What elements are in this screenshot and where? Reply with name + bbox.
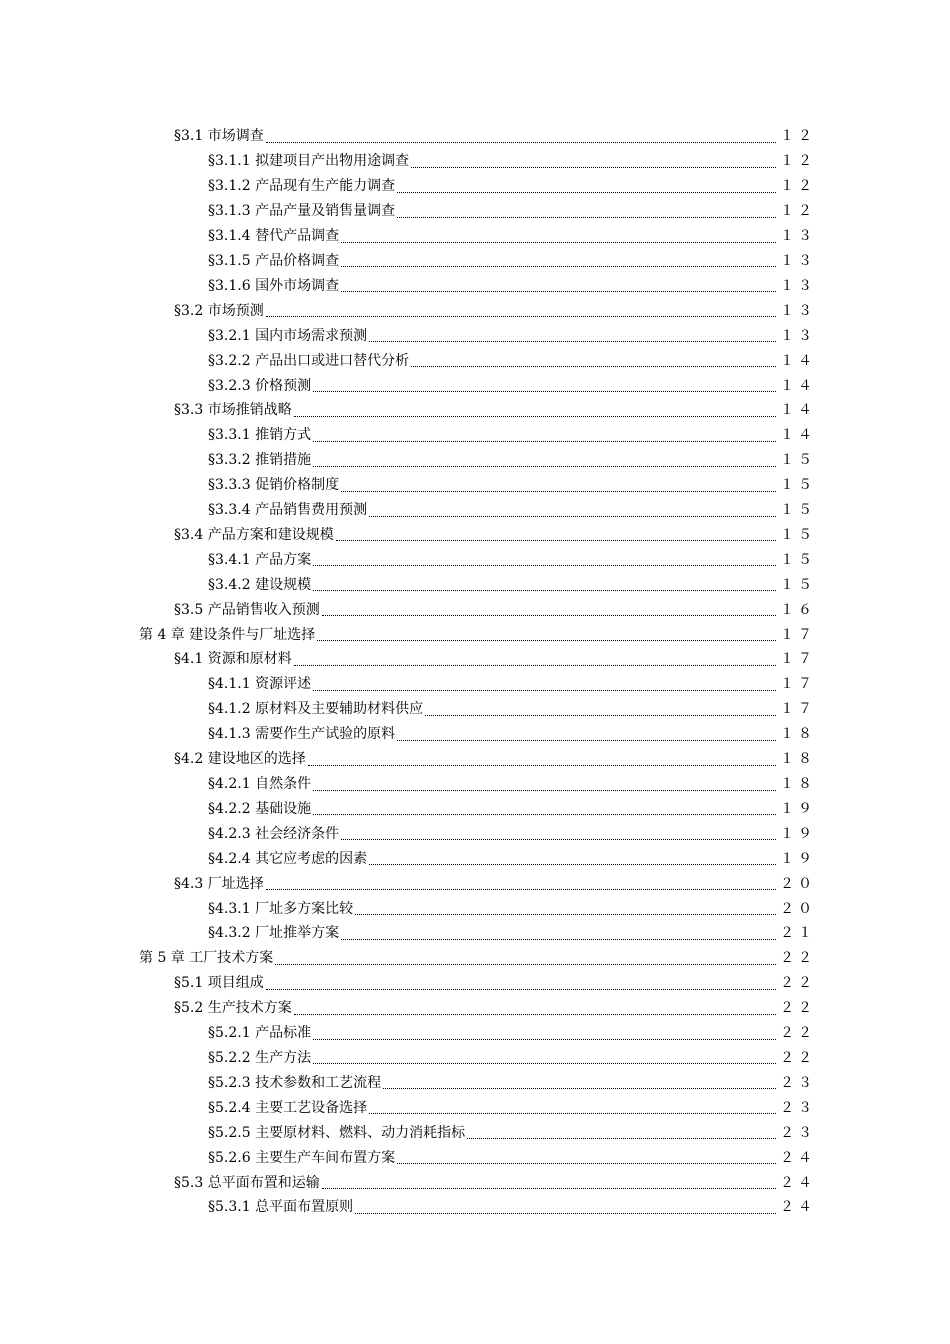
toc-entry[interactable] [0, 199, 950, 224]
toc-page-number: １２ [780, 153, 816, 170]
toc-page-number: ２２ [780, 1025, 816, 1042]
toc-entry-title: §4.1.2 原材料及主要辅助材料供应 [208, 701, 424, 718]
toc-dot-leader [355, 1199, 776, 1214]
toc-dot-leader [397, 203, 776, 218]
toc-entry[interactable] [0, 1120, 950, 1145]
toc-dot-leader [275, 950, 776, 965]
toc-dot-leader [397, 178, 776, 193]
toc-entry[interactable] [0, 622, 950, 647]
toc-entry-title: §3.2.3 价格预测 [208, 377, 312, 394]
toc-entry-title: §3.1.3 产品产量及销售量调查 [208, 203, 396, 220]
toc-entry-title: §5.2.4 主要工艺设备选择 [208, 1099, 368, 1116]
toc-dot-leader [322, 601, 776, 616]
toc-dot-leader [355, 900, 776, 915]
toc-page-number: ２３ [780, 1099, 816, 1116]
toc-entry[interactable] [0, 498, 950, 523]
toc-page-number: １８ [780, 726, 816, 743]
toc-dot-leader [341, 252, 776, 267]
toc-entry-title: §4.2.4 其它应考虑的因素 [208, 850, 368, 867]
toc-entry-title: §4.1 资源和原材料 [174, 651, 292, 668]
toc-page-number: １８ [780, 751, 816, 768]
toc-entry[interactable] [0, 373, 950, 398]
toc-dot-leader [341, 228, 776, 243]
toc-entry-title: §3.2.1 国内市场需求预测 [208, 327, 368, 344]
toc-entry-title: §3.1.1 拟建项目产出物用途调查 [208, 153, 410, 170]
toc-entry[interactable] [0, 921, 950, 946]
toc-entry-title: §4.1.3 需要作生产试验的原料 [208, 726, 396, 743]
toc-dot-leader [369, 1099, 776, 1114]
toc-entry[interactable] [0, 572, 950, 597]
toc-entry-title: §3.3.2 推销措施 [208, 452, 312, 469]
toc-dot-leader [313, 676, 776, 691]
toc-entry[interactable] [0, 647, 950, 672]
toc-dot-leader [411, 352, 776, 367]
toc-entry[interactable] [0, 1046, 950, 1071]
toc-entry[interactable] [0, 174, 950, 199]
toc-page-number: １７ [780, 676, 816, 693]
toc-entry-title: §3.1 市场调查 [174, 128, 264, 145]
toc-page-number: ２２ [780, 1000, 816, 1017]
toc-page-number: １３ [780, 327, 816, 344]
toc-entry[interactable] [0, 149, 950, 174]
toc-entry[interactable] [0, 423, 950, 448]
toc-entry-title: §3.1.4 替代产品调查 [208, 228, 340, 245]
toc-entry-title: §4.2 建设地区的选择 [174, 751, 306, 768]
toc-page-number: １４ [780, 377, 816, 394]
toc-page-number: １８ [780, 776, 816, 793]
toc-dot-leader [266, 302, 776, 317]
toc-entry[interactable] [0, 1145, 950, 1170]
toc-page-number: ２１ [780, 925, 816, 942]
toc-entry[interactable] [0, 523, 950, 548]
toc-page-number: １３ [780, 302, 816, 319]
toc-dot-leader [341, 277, 776, 292]
toc-page-number: ２４ [780, 1174, 816, 1191]
toc-dot-leader [317, 626, 776, 641]
toc-entry-title: §3.2.2 产品出口或进口替代分析 [208, 352, 410, 369]
toc-entry[interactable] [0, 846, 950, 871]
toc-entry-title: §5.3.1 总平面布置原则 [208, 1199, 354, 1216]
toc-entry-title: §4.2.2 基础设施 [208, 800, 312, 817]
toc-page-number: ２２ [780, 1049, 816, 1066]
toc-entry-title: §5.1 项目组成 [174, 975, 264, 992]
toc-dot-leader [266, 875, 776, 890]
toc-entry[interactable] [0, 1070, 950, 1095]
toc-entry-title: §3.4 产品方案和建设规模 [174, 526, 334, 543]
toc-page-number: １２ [780, 203, 816, 220]
toc-entry[interactable] [0, 473, 950, 498]
toc-dot-leader [369, 327, 776, 342]
toc-page-number: ２３ [780, 1124, 816, 1141]
toc-entry-title: §3.3.3 促销价格制度 [208, 477, 340, 494]
toc-entry[interactable] [0, 547, 950, 572]
toc-page-number: １７ [780, 626, 816, 643]
toc-entry[interactable] [0, 697, 950, 722]
toc-entry-title: §3.3.1 推销方式 [208, 427, 312, 444]
toc-page-number: １９ [780, 825, 816, 842]
toc-entry-title: §5.2.2 生产方法 [208, 1049, 312, 1066]
toc-entry[interactable] [0, 672, 950, 697]
toc-entry-title: §3.4.1 产品方案 [208, 551, 312, 568]
toc-page-number: １５ [780, 576, 816, 593]
toc-page-number: １５ [780, 551, 816, 568]
toc-entry-title: §3.5 产品销售收入预测 [174, 601, 320, 618]
toc-dot-leader [411, 153, 776, 168]
toc-entry[interactable] [0, 597, 950, 622]
toc-entry[interactable] [0, 796, 950, 821]
toc-entry[interactable] [0, 1170, 950, 1195]
toc-dot-leader [313, 427, 776, 442]
toc-entry[interactable] [0, 224, 950, 249]
toc-entry[interactable] [0, 772, 950, 797]
toc-page-number: １５ [780, 477, 816, 494]
toc-entry[interactable] [0, 722, 950, 747]
toc-dot-leader [336, 526, 776, 541]
toc-dot-leader [308, 751, 776, 766]
toc-page-number: １４ [780, 352, 816, 369]
toc-entry-title: §3.1.2 产品现有生产能力调查 [208, 178, 396, 195]
toc-entry-title: §3.4.2 建设规模 [208, 576, 312, 593]
toc-dot-leader [341, 925, 776, 940]
toc-page-number: １３ [780, 252, 816, 269]
toc-entry-title: §3.2 市场预测 [174, 302, 264, 319]
toc-dot-leader [294, 1000, 776, 1015]
toc-page-number: １７ [780, 701, 816, 718]
toc-entry[interactable] [0, 821, 950, 846]
toc-page-number: ２０ [780, 875, 816, 892]
toc-entry[interactable] [0, 124, 950, 149]
toc-entry[interactable] [0, 871, 950, 896]
toc-entry-title: §3.3 市场推销战略 [174, 402, 292, 419]
toc-entry[interactable] [0, 896, 950, 921]
toc-entry-title: §3.3.4 产品销售费用预测 [208, 502, 368, 519]
toc-dot-leader [369, 502, 776, 517]
toc-page-number: ２２ [780, 975, 816, 992]
toc-entry-title: §4.3 厂址选择 [174, 875, 264, 892]
toc-page-number: １５ [780, 452, 816, 469]
table-of-contents [0, 124, 950, 1220]
toc-page-number: ２４ [780, 1149, 816, 1166]
toc-dot-leader [294, 402, 776, 417]
toc-entry-title: §3.1.5 产品价格调查 [208, 252, 340, 269]
toc-entry[interactable] [0, 398, 950, 423]
toc-dot-leader [397, 726, 776, 741]
toc-dot-leader [294, 651, 776, 666]
toc-dot-leader [266, 975, 776, 990]
toc-dot-leader [397, 1149, 776, 1164]
toc-entry-title: §5.2.5 主要原材料、燃料、动力消耗指标 [208, 1124, 466, 1141]
toc-entry-title: 第 5 章 工厂技术方案 [139, 950, 274, 967]
toc-entry[interactable] [0, 971, 950, 996]
toc-dot-leader [341, 477, 776, 492]
toc-dot-leader [467, 1124, 776, 1139]
toc-entry-title: §4.2.3 社会经济条件 [208, 825, 340, 842]
toc-entry-title: §5.2 生产技术方案 [174, 1000, 292, 1017]
toc-entry-title: §5.3 总平面布置和运输 [174, 1174, 320, 1191]
toc-dot-leader [383, 1074, 776, 1089]
toc-entry[interactable] [0, 348, 950, 373]
toc-entry[interactable] [0, 273, 950, 298]
toc-dot-leader [369, 850, 776, 865]
toc-page-number: １２ [780, 178, 816, 195]
toc-dot-leader [313, 776, 776, 791]
toc-entry[interactable] [0, 1021, 950, 1046]
toc-page-number: １４ [780, 402, 816, 419]
toc-page-number: １５ [780, 526, 816, 543]
toc-dot-leader [313, 551, 776, 566]
toc-page-number: ２０ [780, 900, 816, 917]
toc-dot-leader [313, 377, 776, 392]
toc-page-number: １２ [780, 128, 816, 145]
toc-entry[interactable] [0, 448, 950, 473]
toc-entry-title: §4.3.2 厂址推举方案 [208, 925, 340, 942]
toc-page-number: １３ [780, 228, 816, 245]
toc-page-number: １７ [780, 651, 816, 668]
toc-dot-leader [313, 452, 776, 467]
toc-dot-leader [313, 1049, 776, 1064]
toc-entry-title: §3.1.6 国外市场调查 [208, 277, 340, 294]
toc-entry-title: §4.2.1 自然条件 [208, 776, 312, 793]
toc-page-number: １９ [780, 800, 816, 817]
toc-entry[interactable] [0, 946, 950, 971]
toc-page-number: １４ [780, 427, 816, 444]
toc-page-number: １６ [780, 601, 816, 618]
toc-dot-leader [313, 1025, 776, 1040]
toc-page-number: １３ [780, 277, 816, 294]
toc-entry-title: §4.3.1 厂址多方案比较 [208, 900, 354, 917]
toc-entry-title: §5.2.6 主要生产车间布置方案 [208, 1149, 396, 1166]
toc-page-number: １５ [780, 502, 816, 519]
toc-entry-title: §5.2.3 技术参数和工艺流程 [208, 1074, 382, 1091]
toc-dot-leader [313, 800, 776, 815]
toc-entry-title: §4.1.1 资源评述 [208, 676, 312, 693]
toc-dot-leader [341, 825, 776, 840]
toc-page-number: ２３ [780, 1074, 816, 1091]
toc-entry[interactable] [0, 747, 950, 772]
toc-dot-leader [425, 701, 776, 716]
toc-entry[interactable] [0, 996, 950, 1021]
toc-entry[interactable] [0, 323, 950, 348]
toc-dot-leader [266, 128, 776, 143]
toc-entry-title: 第 4 章 建设条件与厂址选择 [139, 626, 316, 643]
toc-page-number: １９ [780, 850, 816, 867]
toc-dot-leader [322, 1174, 776, 1189]
toc-entry[interactable] [0, 298, 950, 323]
toc-entry[interactable] [0, 249, 950, 274]
toc-page-number: ２２ [780, 950, 816, 967]
toc-entry[interactable] [0, 1195, 950, 1220]
toc-page-number: ２４ [780, 1199, 816, 1216]
toc-entry-title: §5.2.1 产品标准 [208, 1025, 312, 1042]
toc-entry[interactable] [0, 1095, 950, 1120]
toc-dot-leader [313, 576, 776, 591]
